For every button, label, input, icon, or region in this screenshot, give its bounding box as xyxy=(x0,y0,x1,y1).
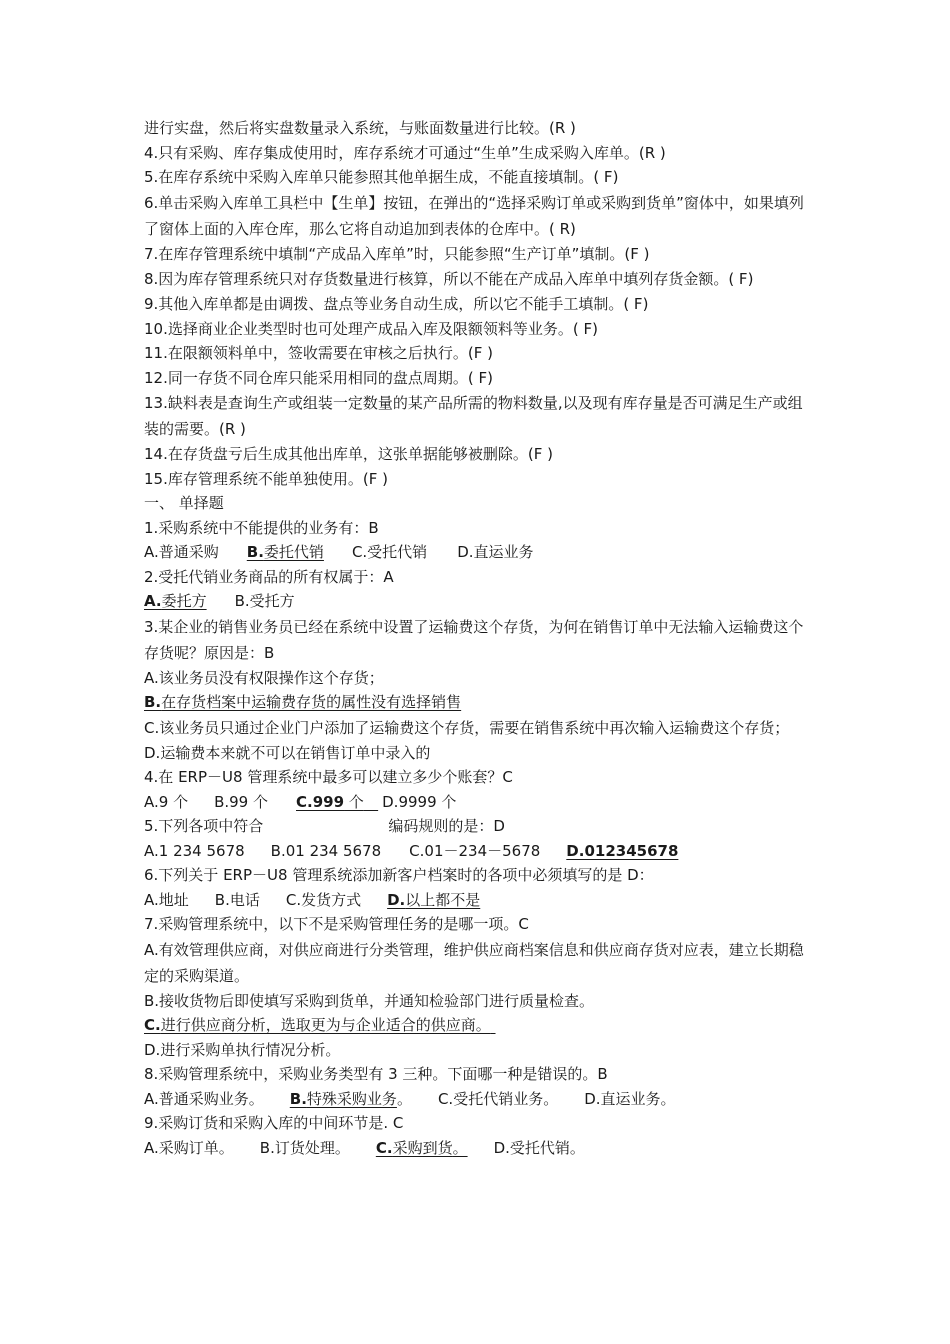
tf-question-5: 5.在库存系统中采购入库单只能参照其他单据生成，不能直接填制。( F) xyxy=(144,168,619,186)
option-b: B.受托方 xyxy=(234,592,295,610)
stem-part: 5.下列各项中符合 xyxy=(144,817,264,835)
option-text: 委托方 xyxy=(161,592,207,610)
option-d: D.进行采购单执行情况分析。 xyxy=(144,1040,341,1059)
option-text: 个 xyxy=(344,792,364,811)
option-a: A.1 234 5678 xyxy=(144,841,245,860)
tf-question-4: 4.只有采购、库存集成使用时，库存系统才可通过“生单”生成采购入库单。(R ) xyxy=(144,143,666,162)
option-c: C.该业务员只通过企业门户添加了运输费这个存货，需要在销售系统中再次输入运输费这个存货； xyxy=(144,718,790,737)
option-b: B.接收货物后即使填写采购到货单，并通知检验部门进行质量检查。 xyxy=(144,991,595,1010)
option-c-answer xyxy=(144,1016,496,1034)
mc-question-9-stem: 9.采购订货和采购入库的中间环节是. C xyxy=(144,1114,404,1132)
option-a: A.普通采购 xyxy=(144,543,219,561)
tf-question-12: 12.同一存货不同仓库只能采用相同的盘点周期。( F) xyxy=(144,368,493,387)
option-d: D.直运业务 xyxy=(457,543,534,561)
mc-question-7-stem: 7.采购管理系统中，以下不是采购管理任务的是哪一项。C xyxy=(144,915,529,933)
option-c-answer xyxy=(376,1136,468,1161)
option-text: 委托代销 xyxy=(263,543,324,561)
option-d: D.9999 个 xyxy=(382,792,457,811)
option-d-answer xyxy=(566,839,678,864)
tf-question-9: 9.其他入库单都是由调拨、盘点等业务自动生成，所以它不能手工填制。( F) xyxy=(144,295,649,313)
tf-question-7: 7.在库存管理系统中填制“产成品入库单”时，只能参照“生产订单”填制。(F ) xyxy=(144,244,650,263)
option-text: 特殊采购业务 xyxy=(306,1089,397,1108)
option-a: A.普通采购业务。 xyxy=(144,1089,264,1108)
option-text: 采购到货 xyxy=(392,1138,453,1157)
option-b-answer xyxy=(247,540,324,565)
option-b-line xyxy=(144,690,814,715)
mc-question-6-stem: 6.下列关于 ERP－U8 管理系统添加新客户档案时的各项中必须填写的是 D： xyxy=(144,866,654,884)
option-c-line xyxy=(144,1013,814,1038)
option-b: B.电话 xyxy=(214,890,260,909)
mc-question-8-stem: 8.采购管理系统中，采购业务类型有 3 三种。下面哪一种是错误的。B xyxy=(144,1065,608,1083)
text-line: 进行实盘，然后将实盘数量录入系统，与账面数量进行比较。(R ) xyxy=(144,119,576,137)
option-key: C. xyxy=(144,1016,161,1034)
option-b-answer xyxy=(144,693,461,711)
tf-question-13: 13.缺料表是查询生产或组装一定数量的某产品所需的物料数量,以及现有库存量是否可满足生产或组装的需要。(R ) xyxy=(144,394,803,438)
option-key: C.999 xyxy=(296,792,345,811)
option-tail: 。 xyxy=(396,1089,412,1108)
option-key: D. xyxy=(387,890,406,909)
option-c-answer xyxy=(296,790,378,815)
option-b: B.01 234 5678 xyxy=(270,841,382,860)
option-a: A.采购订单。 xyxy=(144,1138,234,1157)
document-body xyxy=(144,116,814,1160)
mc-question-2-stem: 2.受托代销业务商品的所有权属于：A xyxy=(144,567,394,586)
tf-question-14: 14.在存货盘亏后生成其他出库单，这张单据能够被删除。(F ) xyxy=(144,445,553,463)
option-d-answer xyxy=(387,888,480,913)
mc-question-1-options xyxy=(144,540,814,565)
option-a: A.地址 xyxy=(144,890,189,909)
mc-question-4-options xyxy=(144,790,814,815)
mc-question-6-options xyxy=(144,888,814,913)
mc-question-5-options xyxy=(144,839,814,864)
option-c: C.受托代销业务。 xyxy=(437,1089,559,1108)
section-title: 一、 单择题 xyxy=(144,494,224,512)
option-c: C.受托代销 xyxy=(351,543,428,561)
option-key: B. xyxy=(246,543,264,561)
option-a-answer xyxy=(144,589,207,614)
option-key: B. xyxy=(144,693,162,711)
mc-question-2-options xyxy=(144,589,814,614)
option-c: C.01－234－5678 xyxy=(409,841,541,860)
option-a: A.该业务员没有权限操作这个存货； xyxy=(144,668,384,687)
option-text: 在存货档案中运输费存货的属性没有选择销售 xyxy=(161,693,462,711)
tf-question-8: 8.因为库存管理系统只对存货数量进行核算，所以不能在产成品入库单中填列存货金额。( F) xyxy=(144,270,754,288)
option-tail: 。 xyxy=(452,1138,468,1157)
option-b: B.99 个 xyxy=(214,792,268,811)
option-c: C.发货方式 xyxy=(285,890,362,909)
option-d: D.直运业务。 xyxy=(584,1089,676,1108)
stem-part: 编码规则的是：D xyxy=(388,817,505,835)
option-b: B.订货处理。 xyxy=(259,1138,350,1157)
tf-question-6: 6.单击采购入库单工具栏中【生单】按钮，在弹出的“选择采购订单或采购到货单”窗体中，如果填列了窗体上面的入库仓库，那么它将自动追加到表体的仓库中。( R) xyxy=(144,193,804,238)
option-key: B. xyxy=(289,1089,307,1108)
option-text: 进行供应商分析，选取更为与企业适合的供应商。 xyxy=(160,1016,491,1034)
option-a: A.9 个 xyxy=(144,792,189,811)
option-a: A.有效管理供应商，对供应商进行分类管理，维护供应商档案信息和供应商存货对应表，建立长期稳定的采购渠道。 xyxy=(144,940,804,985)
tf-question-11: 11.在限额领料单中，签收需要在审核之后执行。(F ) xyxy=(144,344,493,362)
mc-question-1-stem: 1.采购系统中不能提供的业务有：B xyxy=(144,518,379,537)
mc-question-9-options xyxy=(144,1136,814,1161)
mc-question-8-options xyxy=(144,1087,814,1112)
option-d: D.运输费本来就不可以在销售订单中录入的 xyxy=(144,743,431,762)
mc-question-5-stem xyxy=(144,814,814,839)
tf-question-15: 15.库存管理系统不能单独使用。(F ) xyxy=(144,469,388,488)
tf-question-10: 10.选择商业企业类型时也可处理产成品入库及限额领料等业务。( F) xyxy=(144,319,598,338)
mc-question-3-stem: 3.某企业的销售业务员已经在系统中设置了运输费这个存货，为何在销售订单中无法输入运输费这个存货呢？原因是：B xyxy=(144,617,804,662)
option-key: D.012345678 xyxy=(566,841,679,860)
option-b-answer xyxy=(290,1087,397,1112)
option-key: C. xyxy=(375,1138,393,1157)
option-key: A. xyxy=(144,592,162,610)
option-d: D.受托代销。 xyxy=(493,1138,585,1157)
mc-question-4-stem: 4.在 ERP－U8 管理系统中最多可以建立多少个账套？C xyxy=(144,768,513,786)
option-text: 以上都不是 xyxy=(405,890,481,909)
